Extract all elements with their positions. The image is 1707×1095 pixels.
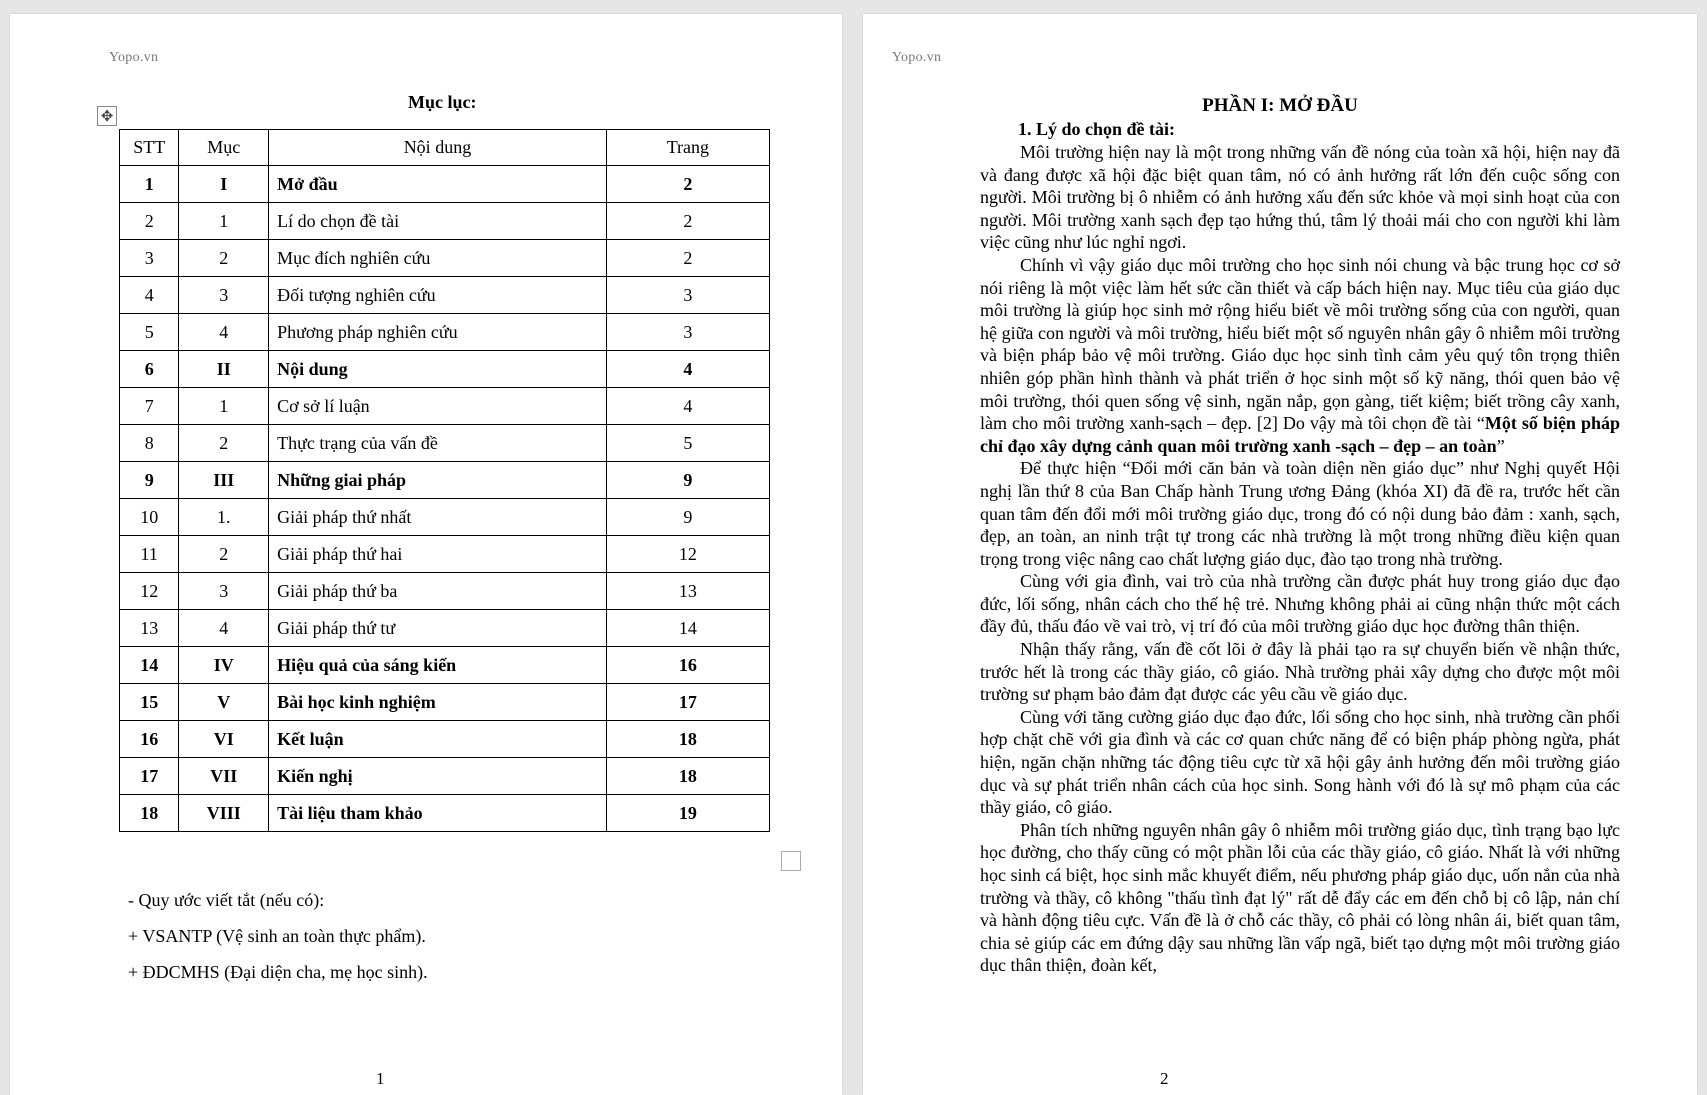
cell-noi-dung: Lí do chọn đề tài (269, 203, 607, 240)
cell-stt: 3 (120, 240, 179, 277)
toc-header-row (120, 130, 770, 166)
paragraph: Để thực hiện “Đổi mới căn bản và toàn diện nền giáo dục” như Nghị quyết Hội nghị lần thứ 8 của Ban Chấp hành Trung ương Đảng (khóa XI) đã đề ra, trước hết cần quan tâm đến đổi mới môi trường giáo dục, trong đó có nội dung bảo đảm : xanh, sạch, đẹp, an toàn, an ninh trật tự trong các nhà trường là một trong những điều kiện quan trọng trong việc nâng cao chất lượng giáo dục, đào tạo trong nhà trường. (980, 458, 1620, 569)
toc-row (120, 388, 770, 425)
cell-muc: 4 (179, 610, 269, 647)
cell-muc: 2 (179, 240, 269, 277)
toc-row (120, 166, 770, 203)
part-heading: PHẦN I: MỞ ĐẦU (1202, 95, 1358, 116)
cell-noi-dung: Tài liệu tham khảo (269, 795, 607, 832)
cell-muc: V (179, 684, 269, 721)
toc-row (120, 721, 770, 758)
body-text (980, 141, 1620, 977)
cell-stt: 4 (120, 277, 179, 314)
toc-body (120, 166, 770, 832)
cell-noi-dung: Bài học kinh nghiệm (269, 684, 607, 721)
cell-trang: 18 (606, 721, 769, 758)
cell-muc: II (179, 351, 269, 388)
note-line: + VSANTP (Vệ sinh an toàn thực phẩm). (128, 926, 426, 946)
column-header-stt: STT (120, 130, 179, 166)
cell-stt: 10 (120, 499, 179, 536)
cell-trang: 17 (606, 684, 769, 721)
cell-trang: 13 (606, 573, 769, 610)
page-1 (10, 14, 842, 1095)
cell-trang: 2 (606, 240, 769, 277)
cell-stt: 5 (120, 314, 179, 351)
paragraph: Nhận thấy rằng, vấn đề cốt lõi ở đây là phải tạo ra sự chuyển biến về nhận thức, trước hết là trong các thầy giáo, cô giáo. Nhà trường phải xây dựng cho được một môi trường sư phạm bảo đảm đạt được các yêu cầu về giáo dục. (980, 639, 1620, 705)
cell-muc: VIII (179, 795, 269, 832)
cell-trang: 16 (606, 647, 769, 684)
column-header-muc: Mục (179, 130, 269, 166)
toc-table (119, 129, 770, 832)
cell-noi-dung: Kiến nghị (269, 758, 607, 795)
cell-noi-dung: Mở đầu (269, 166, 607, 203)
toc-row (120, 277, 770, 314)
toc-row (120, 351, 770, 388)
cell-stt: 11 (120, 536, 179, 573)
abbreviation-notes (128, 890, 428, 998)
paragraph: Môi trường hiện nay là một trong những vấn đề nóng của toàn xã hội, hiện nay đã và đang được xã hội đặc biệt quan tâm, nó có ảnh hưởng rất lớn đến cuộc sống con người. Môi trường bị ô nhiễm có ảnh hưởng xấu đến sức khỏe và mọi sinh hoạt của con người. Môi trường xanh sạch đẹp tạo hứng thú, tâm lý thoải mái cho con người khi làm việc cũng như lúc nghỉ ngơi. (980, 142, 1620, 253)
cell-stt: 7 (120, 388, 179, 425)
section-heading: 1. Lý do chọn đề tài: (1018, 119, 1176, 139)
cell-trang: 2 (606, 203, 769, 240)
cell-stt: 18 (120, 795, 179, 832)
cell-stt: 1 (120, 166, 179, 203)
cell-noi-dung: Giải pháp thứ nhất (269, 499, 607, 536)
cell-stt: 8 (120, 425, 179, 462)
cell-trang: 12 (606, 536, 769, 573)
cell-noi-dung: Kết luận (269, 721, 607, 758)
table-move-handle-icon[interactable]: ✥ (97, 106, 117, 126)
paragraph: Cùng với gia đình, vai trò của nhà trường cần được phát huy trong giáo dục đạo đức, lối sống, nhân cách cho thế hệ trẻ. Nhưng không phải ai cũng nhận thức một cách đầy đủ, thấu đáo về vai trò, vị trí đó của môi trường giáo dục học đường thân thiện. (980, 571, 1620, 637)
toc-row (120, 499, 770, 536)
toc-row (120, 758, 770, 795)
page-header: Yopo.vn (109, 50, 159, 65)
cell-noi-dung: Giải pháp thứ tư (269, 610, 607, 647)
cell-muc: I (179, 166, 269, 203)
cell-noi-dung: Mục đích nghiên cứu (269, 240, 607, 277)
toc-row (120, 536, 770, 573)
cell-noi-dung: Nội dung (269, 351, 607, 388)
cell-trang: 9 (606, 462, 769, 499)
toc-row (120, 647, 770, 684)
toc-row (120, 610, 770, 647)
table-resize-handle[interactable] (781, 851, 801, 871)
page-number: 1 (376, 1069, 385, 1088)
toc-row (120, 203, 770, 240)
cell-noi-dung: Phương pháp nghiên cứu (269, 314, 607, 351)
toc-row (120, 795, 770, 832)
column-header-trang: Trang (606, 130, 769, 166)
column-header-noi-dung: Nội dung (269, 130, 607, 166)
cell-noi-dung: Hiệu quả của sáng kiến (269, 647, 607, 684)
toc-title: Mục lục: (408, 92, 477, 112)
cell-stt: 14 (120, 647, 179, 684)
cell-trang: 3 (606, 277, 769, 314)
note-line: - Quy ước viết tắt (nếu có): (128, 890, 325, 910)
cell-stt: 12 (120, 573, 179, 610)
cell-trang: 4 (606, 351, 769, 388)
cell-stt: 16 (120, 721, 179, 758)
paragraph-text: Chính vì vậy giáo dục môi trường cho học sinh nói chung và bậc trung học cơ sở nói riêng là một việc làm hết sức cần thiết và cấp bách hiện nay. Mục tiêu của giáo dục môi trường là giúp học sinh mở rộng hiểu biết về môi trường sống của con người, quan hệ giữa con người và môi trường, hiểu biết một số nguyên nhân gây ô nhiễm môi trường và biện pháp bảo vệ môi trường. Giáo dục học sinh tình cảm yêu quý tôn trọng thiên nhiên góp phần hình thành và phát triển ở học sinh một số kỹ năng, thói quen bảo vệ môi trường, thói quen sống vệ sinh, ngăn nắp, gọn gàng, tiết kiệm; biết trồng cây xanh, làm cho môi trường xanh-sạch – đẹp. [2] Do vậy mà tôi chọn đề tài “ (980, 254, 1620, 434)
paragraph (980, 254, 1620, 457)
cell-stt: 17 (120, 758, 179, 795)
topic-title: Một số biện pháp chỉ đạo xây dựng cảnh quan môi trường xanh -sạch – đẹp – an toàn (980, 413, 1620, 456)
cell-trang: 3 (606, 314, 769, 351)
cell-stt: 6 (120, 351, 179, 388)
cell-muc: III (179, 462, 269, 499)
cell-noi-dung: Thực trạng của vấn đề (269, 425, 607, 462)
cell-noi-dung: Giải pháp thứ ba (269, 573, 607, 610)
cell-trang: 2 (606, 166, 769, 203)
paragraph: Cùng với tăng cường giáo dục đạo đức, lối sống cho học sinh, nhà trường cần phối hợp chặt chẽ với gia đình và các cơ quan chức năng để có biện pháp phòng ngừa, phát hiện, ngăn chặn những tác động tiêu cực từ xã hội gây ảnh hưởng đến môi trường giáo dục và sự phát triển nhân cách của học sinh. Song hành với đó là sự mô phạm của các thầy giáo, cô giáo. (980, 706, 1620, 818)
cell-muc: IV (179, 647, 269, 684)
paragraph: Phân tích những nguyên nhân gây ô nhiễm môi trường giáo dục, tình trạng bạo lực học đường, cho thấy cũng có một phần lỗi của các thầy giáo, cô giáo. Nhất là với những học sinh cá biệt, học sinh mắc khuyết điểm, nếu phương pháp giáo dục, uốn nắn của nhà trường và thầy, cô không "thấu tình đạt lý" rất dễ đẩy các em đến chỗ bị cô lập, nản chí và hành động tiêu cực. Vấn đề là ở chỗ các thầy, cô phải có lòng nhân ái, biết quan tâm, chia sẻ giúp các em đứng dậy sau những lần vấp ngã, biết tạo dựng một môi trường giáo dục thân thiện, đoàn kết, (980, 819, 1620, 976)
cell-noi-dung: Đối tượng nghiên cứu (269, 277, 607, 314)
cell-stt: 15 (120, 684, 179, 721)
cell-stt: 2 (120, 203, 179, 240)
cell-noi-dung: Cơ sở lí luận (269, 388, 607, 425)
cell-muc: 2 (179, 536, 269, 573)
toc-row (120, 573, 770, 610)
cell-muc: VI (179, 721, 269, 758)
toc-row (120, 240, 770, 277)
toc-row (120, 314, 770, 351)
cell-noi-dung: Giải pháp thứ hai (269, 536, 607, 573)
toc-row (120, 425, 770, 462)
cell-muc: 3 (179, 573, 269, 610)
cell-trang: 14 (606, 610, 769, 647)
cell-stt: 13 (120, 610, 179, 647)
page-number: 2 (1160, 1069, 1169, 1088)
cell-muc: 1. (179, 499, 269, 536)
toc-row (120, 462, 770, 499)
toc-row (120, 684, 770, 721)
cell-muc: 3 (179, 277, 269, 314)
cell-noi-dung: Những giai pháp (269, 462, 607, 499)
cell-muc: 1 (179, 203, 269, 240)
topic-title-close: ” (1496, 435, 1505, 456)
cell-trang: 18 (606, 758, 769, 795)
page-2 (863, 14, 1697, 1095)
page-header: Yopo.vn (892, 50, 942, 65)
cell-muc: 1 (179, 388, 269, 425)
cell-trang: 19 (606, 795, 769, 832)
cell-muc: 4 (179, 314, 269, 351)
cell-trang: 4 (606, 388, 769, 425)
cell-muc: 2 (179, 425, 269, 462)
cell-stt: 9 (120, 462, 179, 499)
cell-trang: 5 (606, 425, 769, 462)
note-line: + ĐDCMHS (Đại diện cha, mẹ học sinh). (128, 962, 428, 982)
cell-trang: 9 (606, 499, 769, 536)
cell-muc: VII (179, 758, 269, 795)
